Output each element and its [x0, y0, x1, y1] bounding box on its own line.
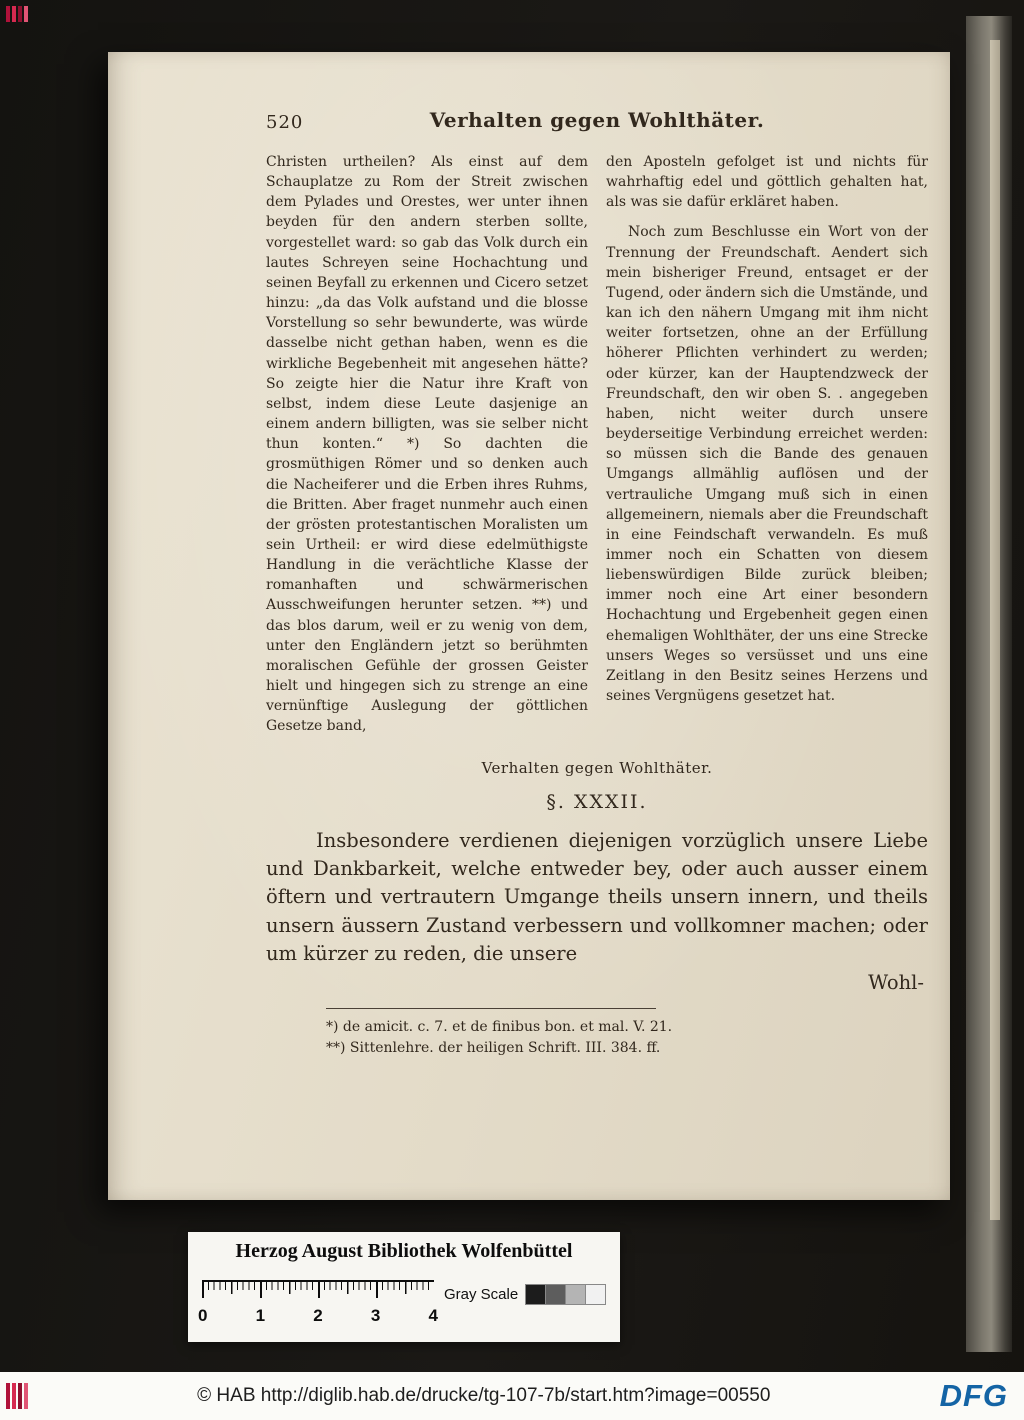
gray-scale-patches: [526, 1284, 606, 1305]
library-name: Herzog August Bibliothek Wolfenbüttel: [235, 1240, 573, 1262]
running-header: Verhalten gegen Wohlthäter.: [429, 108, 765, 132]
right-column-paragraph: den Aposteln gefolget ist und nichts für wahrhaftig edel und göttlich gehalten hat, als was sie dafür erkläret haben.: [606, 154, 928, 211]
ruler-number: 0: [198, 1306, 208, 1325]
main-paragraph: Insbesondere verdienen diejenigen vorzüglich unsere Liebe und Dankbarkeit, welche entweder bey, oder auch ausser einem öftern und vertrautern Umgange theils unsern innern, und theils unsern äussern Zustand verbessern und vollkomner machen; oder um kürzer zu reden, die unsere: [266, 828, 928, 966]
calibration-bar: [12, 6, 16, 22]
footnote: *) de amicit. c. 7. et de finibus bon. et mal. V. 21.: [326, 1018, 673, 1035]
left-text-column: [266, 152, 588, 737]
color-calibration-bars-bottom: [6, 1383, 28, 1409]
gray-patch: [565, 1284, 586, 1305]
page-number: 520: [266, 112, 304, 133]
catchword: Wohl-: [868, 970, 924, 994]
ruler-number: 4: [428, 1306, 438, 1325]
book-page: [108, 52, 950, 1200]
right-column-paragraph: Noch zum Beschlusse ein Wort von der Trennung der Freundschaft. Aendert sich mein bisheriger Freund, entsaget er der Tugend, oder ändern sich die Umstände, und kan ich den nähern Umgang mit ihm nicht weiter fortsetzen, ohne an der Erfüllung höherer Pflichten verhindert zu werden; oder kürzer, kan der Hauptendzweck der Freundschaft, den wir oben S. . angegeben haben, nicht weiter durch unsere beyderseitige Verbindung erreichet werden: so müssen sich die Bande des genauen Umgangs allmählig auflösen und der vertrauliche Umgang muß sich in einen allgemeinern, niemals aber die Freundschaft in eine Feindschaft verwandeln. Es muß immer noch ein Schatten von diesem liebenswürdigen Bilde zurück bleiben; immer noch eine Art einer besondern Hochachtung und Ergebenheit gegen einen ehemaligen Wohlthäter, der uns eine Strecke unsers Weges so versüsset und uns eine Zeitlang in den Besitz seines Herzens und seines Vergnügens gesetzet hat.: [606, 224, 928, 705]
dfg-logo: DFG: [939, 1378, 1008, 1413]
gray-patch: [545, 1284, 566, 1305]
ruler-number: 3: [370, 1306, 381, 1325]
calibration-bar: [18, 1383, 22, 1409]
ruler-numbers: [198, 1306, 438, 1326]
footnotes: [326, 1017, 928, 1059]
calibration-bar: [12, 1383, 16, 1409]
calibration-bar: [18, 6, 22, 22]
gray-patch: [585, 1284, 606, 1305]
gray-scale-target: [444, 1284, 606, 1305]
library-ruler-card: [188, 1232, 620, 1342]
left-column-paragraph: Christen urtheilen? Als einst auf dem Schauplatze zu Rom der Streit zwischen dem Pylades und Orestes, wer unter ihnen beyden für den andern sterben sollte, vorgestellet ward: so gab das Volk durch ein lautes Schreyen seine Hochachtung und seinen Beyfall zu erkennen und Cicero setzet hinzu: „da das Volk aufstand und die blosse Vorstellung so sehr bewunderte, was würde dasselbe nicht gethan haben, wenn es die wirkliche Begebenheit mit angesehen hätte? So zeigte hier die Natur ihre Kraft von selbst, indem diese Leute dasjenige an einem andern billigten, was sie selber nicht thun konten.“ *) So dachten die grosmüthigen Römer und so denken auch die Nacheiferer und die Erben ihres Ruhms, die Britten. Aber fraget nunmehr auch einen der grösten protestantischen Moralisten um sein Urtheil: er wird diese edelmüthigste Handlung in die verächtliche Klasse der romanhaften und schwärmerischen Ausschweifungen herunter setzen. **) und das blos darum, weil er zu wenig von dem, unter den Engländern jetzt so berühmten moralischen Gefühle der grossen Geister hielt und hingegen sich zu strenge an eine vernünftige Auslegung der göttlichen Gesetze band,: [266, 154, 588, 735]
ruler-scale: [202, 1280, 434, 1298]
copyright-url: © HAB http://diglib.hab.de/drucke/tg-107-7b/start.htm?image=00550: [197, 1385, 771, 1406]
section-heading: Verhalten gegen Wohlthäter.: [481, 758, 713, 777]
footnote-rule: [326, 1008, 656, 1009]
page-header: [266, 108, 928, 138]
footnote: **) Sittenlehre. der heiligen Schrift. III. 384. ff.: [326, 1039, 661, 1056]
ruler-number: 1: [255, 1306, 266, 1325]
gray-patch: [525, 1284, 546, 1305]
calibration-bar: [24, 6, 28, 22]
book-fore-edge: [966, 16, 1012, 1352]
right-text-column: [606, 152, 928, 737]
adjacent-page-edge: [990, 40, 1000, 1220]
calibration-bar: [6, 1383, 10, 1409]
ruler-number: 2: [313, 1306, 323, 1325]
calibration-bar: [6, 6, 10, 22]
gray-scale-label: Gray Scale: [444, 1286, 519, 1303]
section-number: §. XXXII.: [546, 790, 648, 813]
two-column-text: [266, 152, 928, 737]
text-block: [266, 108, 928, 1059]
footer-strip: [0, 1372, 1024, 1420]
color-calibration-bars-top: [6, 6, 28, 22]
